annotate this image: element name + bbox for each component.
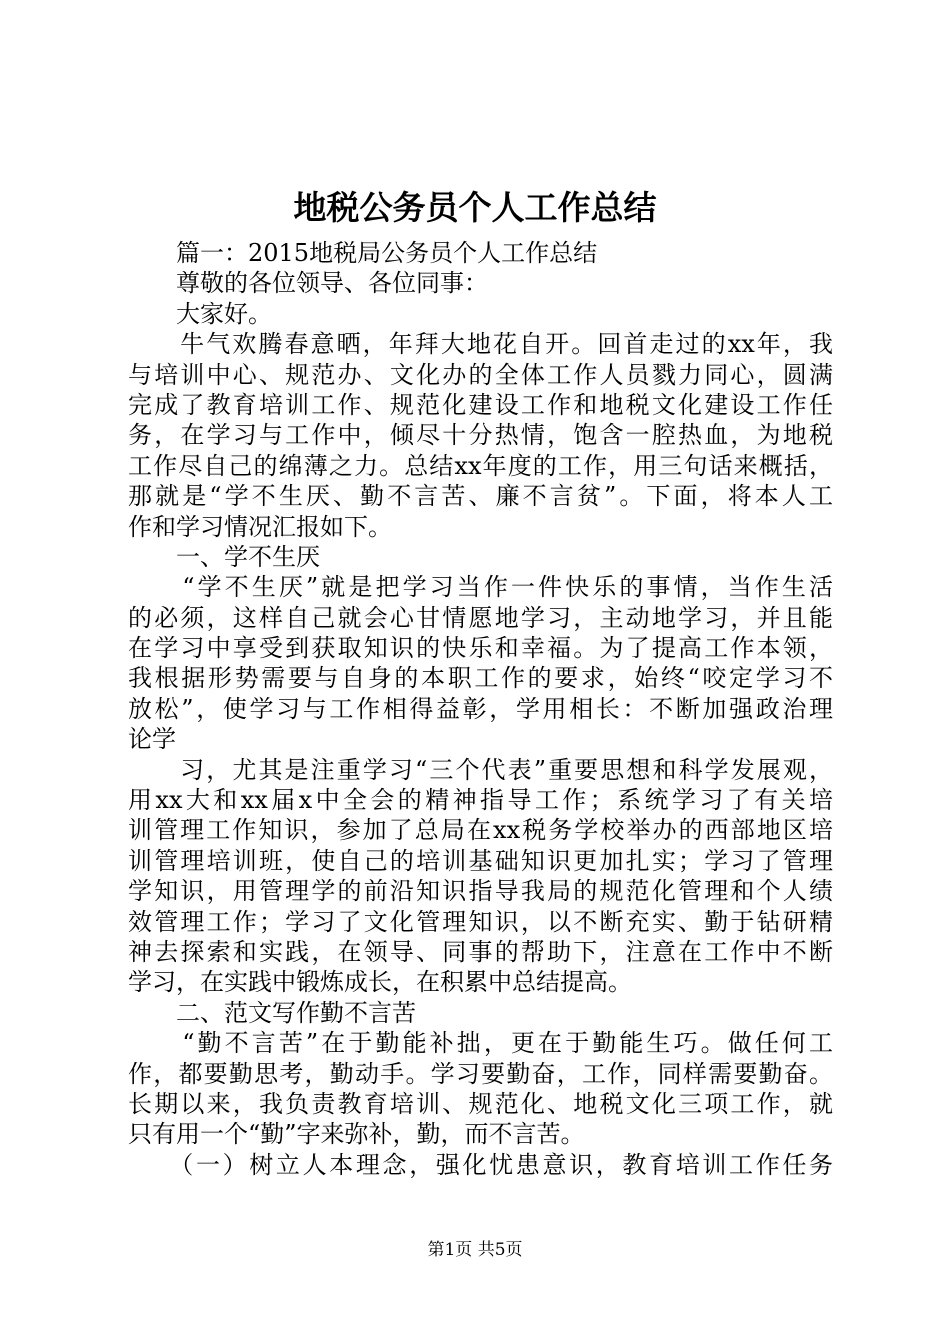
body-line: 效管理工作；学习了文化管理知识，以不断充实、勤于钻研精 (128, 907, 833, 936)
body-line: 那就是“学不生厌、勤不言苦、廉不言贫”。下面，将本人工 (128, 482, 833, 511)
body-line: 的必须，这样自己就会心甘情愿地学习，主动地学习，并且能 (128, 603, 833, 632)
body-line: “勤不言苦”在于勤能补拙，更在于勤能生巧。做任何工 (128, 1029, 833, 1058)
body-line: （一）树立人本理念，强化忧患意识，教育培训工作任务 (128, 1150, 833, 1179)
body-line: 大家好。 (128, 299, 272, 328)
document-title: 地税公务员个人工作总结 (293, 188, 657, 227)
body-line: 训管理工作知识，参加了总局在xx税务学校举办的西部地区培 (128, 816, 833, 845)
page-footer: 第1页 共5页 (427, 1240, 523, 1260)
body-line: “学不生厌”就是把学习当作一件快乐的事情，当作生活 (128, 573, 833, 602)
body-line: 神去探索和实践，在领导、同事的帮助下，注意在工作中不断 (128, 937, 833, 966)
body-line: 与培训中心、规范办、文化办的全体工作人员戮力同心，圆满 (128, 360, 833, 389)
body-line: 二、范文写作勤不言苦 (128, 998, 416, 1027)
body-line: 我根据形势需要与自身的本职工作的要求，始终“咬定学习不 (128, 664, 833, 693)
body-line: 学知识，用管理学的前沿知识指导我局的规范化管理和个人绩 (128, 877, 833, 906)
body-line: 一、学不生厌 (128, 542, 320, 571)
body-line: 完成了教育培训工作、规范化建设工作和地税文化建设工作任 (128, 390, 833, 419)
body-line: 只有用一个“勤”字来弥补，勤，而不言苦。 (128, 1120, 585, 1149)
body-line: 务，在学习与工作中，倾尽十分热情，饱含一腔热血，为地税 (128, 421, 833, 450)
document-body (128, 238, 833, 1180)
body-line: 尊敬的各位领导、各位同事： (128, 269, 488, 298)
body-line: 论学 (128, 725, 176, 754)
body-line: 牛气欢腾春意晒，年拜大地花自开。回首走过的xx年，我 (128, 330, 833, 359)
body-line: 用xx大和xx届x中全会的精神指导工作；系统学习了有关培 (128, 786, 833, 815)
body-line: 篇一：2015地税局公务员个人工作总结 (128, 239, 598, 267)
body-line: 长期以来，我负责教育培训、规范化、地税文化三项工作，就 (128, 1089, 833, 1118)
body-line: 放松”，使学习与工作相得益彰，学用相长：不断加强政治理 (128, 694, 833, 723)
body-line: 在学习中享受到获取知识的快乐和幸福。为了提高工作本领， (128, 634, 833, 663)
body-line: 作，都要勤思考，勤动手。学习要勤奋，工作，同样需要勤奋。 (128, 1059, 833, 1088)
body-line: 工作尽自己的绵薄之力。总结xx年度的工作，用三句话来概括， (128, 451, 833, 480)
body-line: 学习，在实践中锻炼成长，在积累中总结提高。 (128, 968, 632, 997)
body-line: 作和学习情况汇报如下。 (128, 512, 392, 541)
body-line: 训管理培训班，使自己的培训基础知识更加扎实；学习了管理 (128, 846, 833, 875)
body-line: 习，尤其是注重学习“三个代表”重要思想和科学发展观， (128, 755, 833, 784)
